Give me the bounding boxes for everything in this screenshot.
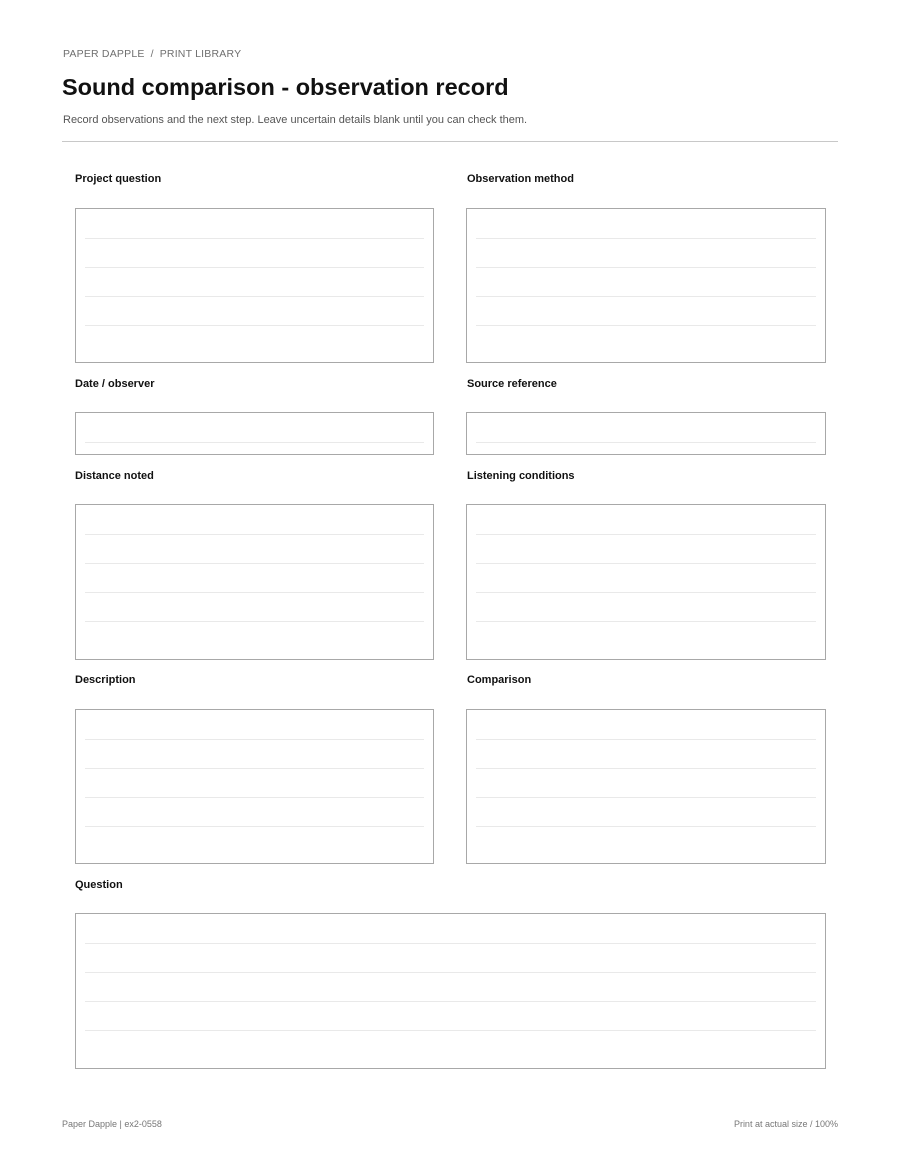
writing-line: [476, 768, 816, 769]
writing-line: [85, 797, 424, 798]
project-question-label: Project question: [75, 173, 162, 185]
distance-noted-field[interactable]: [75, 504, 434, 660]
comparison-label: Comparison: [467, 674, 532, 686]
writing-line: [85, 621, 424, 622]
footer-document-id: Paper Dapple | ex2-0558: [62, 1119, 162, 1129]
observation-method-label: Observation method: [467, 173, 574, 185]
writing-line: [476, 592, 816, 593]
writing-line: [476, 739, 816, 740]
date-observer-label: Date / observer: [75, 378, 155, 390]
writing-line: [476, 621, 816, 622]
date-observer-field[interactable]: [75, 412, 434, 455]
writing-line: [85, 826, 424, 827]
observation-method-field[interactable]: [466, 208, 826, 363]
listening-conditions-field[interactable]: [466, 504, 826, 660]
writing-line: [85, 739, 424, 740]
listening-conditions-label: Listening conditions: [467, 470, 575, 482]
writing-line: [476, 797, 816, 798]
writing-line: [476, 826, 816, 827]
project-question-field[interactable]: [75, 208, 434, 363]
writing-line: [476, 442, 816, 443]
writing-line: [85, 296, 424, 297]
source-reference-field[interactable]: [466, 412, 826, 455]
writing-line: [85, 534, 424, 535]
comparison-field[interactable]: [466, 709, 826, 864]
writing-line: [85, 768, 424, 769]
writing-line: [85, 442, 424, 443]
source-reference-label: Source reference: [467, 378, 557, 390]
header-divider: [62, 141, 838, 142]
writing-line: [85, 972, 816, 973]
writing-line: [476, 325, 816, 326]
page-title: Sound comparison - observation record: [62, 74, 509, 100]
writing-line: [476, 296, 816, 297]
writing-line: [476, 267, 816, 268]
question-label: Question: [75, 879, 123, 891]
writing-line: [85, 1001, 816, 1002]
writing-line: [476, 238, 816, 239]
writing-line: [85, 563, 424, 564]
writing-line: [85, 238, 424, 239]
breadcrumb-separator: /: [150, 48, 154, 60]
writing-line: [476, 534, 816, 535]
writing-line: [85, 1030, 816, 1031]
breadcrumb-section: PRINT LIBRARY: [159, 48, 242, 60]
description-field[interactable]: [75, 709, 434, 864]
breadcrumb: [63, 48, 241, 60]
question-field[interactable]: [75, 913, 826, 1069]
page-instructions: Record observations and the next step. Leave uncertain details blank until you can check them.: [63, 114, 528, 126]
writing-line: [85, 267, 424, 268]
writing-line: [476, 563, 816, 564]
footer-print-note: Print at actual size / 100%: [733, 1119, 838, 1129]
writing-line: [85, 943, 816, 944]
distance-noted-label: Distance noted: [75, 470, 154, 482]
description-label: Description: [75, 674, 136, 686]
writing-line: [85, 325, 424, 326]
writing-line: [85, 592, 424, 593]
breadcrumb-brand: PAPER DAPPLE: [63, 48, 145, 60]
